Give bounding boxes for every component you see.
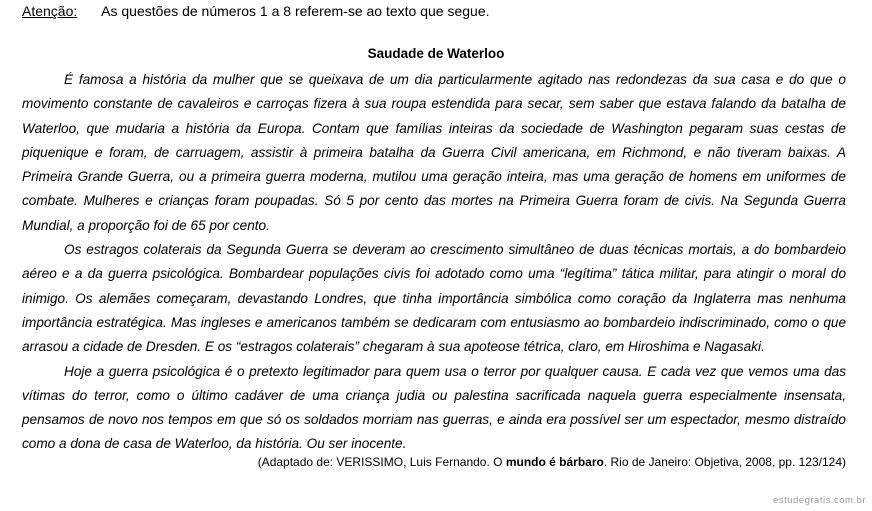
attention-text: As questões de números 1 a 8 referem-se ao texto que segue. (101, 3, 490, 19)
attention-label: Atenção: (22, 3, 78, 19)
text-title: Saudade de Waterloo (367, 46, 505, 61)
paragraph-2: Os estragos colaterais da Segunda Guerra se deveram ao crescimento simultâneo de duas técnicas mortais, a do bombardeio aéreo e a da guerra psicológica. Bombardear populações civis foi adotado como uma “legítima” tática militar, para atingir o moral do inimigo. Os alemães começaram, devastando Londres, que tinha importância simbólica como coração da Inglaterra mas nenhuma importância estratégica. Mas ingleses e americanos também se dedicaram com entusiasmo ao bombardeio indiscriminado, como o que arrasou a cidade de Dresden. E os “estragos colaterais” chegaram à sua apoteose tétrica, claro, em Hiroshima e Nagasaki. (22, 242, 846, 355)
paragraph-3: Hoje a guerra psicológica é o pretexto legitimador para quem usa o terror por qualquer causa. E cada vez que vemos uma das vítimas do terror, como o último cadáver de uma criança judia ou palestina sacrificada naquela guerra especialmente insensata, pensamos de novo nos tempos em que só os soldados morriam nas guerras, e ainda era possível ser um espectador, mesmo distraído como a dona de casa de Waterloo, da história. Ou ser inocente. (22, 363, 846, 452)
text-body (22, 68, 846, 457)
paragraph-1: É famosa a história da mulher que se queixava de um dia particularmente agitado nas redondezas da sua casa e do que o movimento constante de cavaleiros e carroças fizera à sua roupa estendida para secar, sem saber que estava falando da batalha de Waterloo, que mudaria a história da Europa. Contam que famílias inteiras da sociedade de Washington pegaram suas cestas de piquenique e foram, de carruagem, assistir à primeira batalha da Guerra Civil americana, em Richmond, e não tiveram baixas. A Primeira Grande Guerra, ou a primeira guerra moderna, mutilou uma geração inteira, mas uma geração de homens em uniformes de combate. Mulheres e crianças foram poupadas. Só 5 por cento das mortes na Primeira Guerra foram de civis. Na Segunda Guerra Mundial, a proporção foi de 65 por cento. (22, 72, 846, 233)
source-citation (258, 454, 846, 471)
site-watermark: estudegratis.com.br (773, 495, 866, 506)
citation-prefix: (Adaptado de: VERISSIMO, Luis Fernando. O (257, 455, 506, 469)
citation-book-title: mundo é bárbaro (505, 455, 604, 469)
attention-header (22, 3, 490, 20)
citation-suffix: . Rio de Janeiro: Objetiva, 2008, pp. 123/124) (603, 455, 846, 469)
